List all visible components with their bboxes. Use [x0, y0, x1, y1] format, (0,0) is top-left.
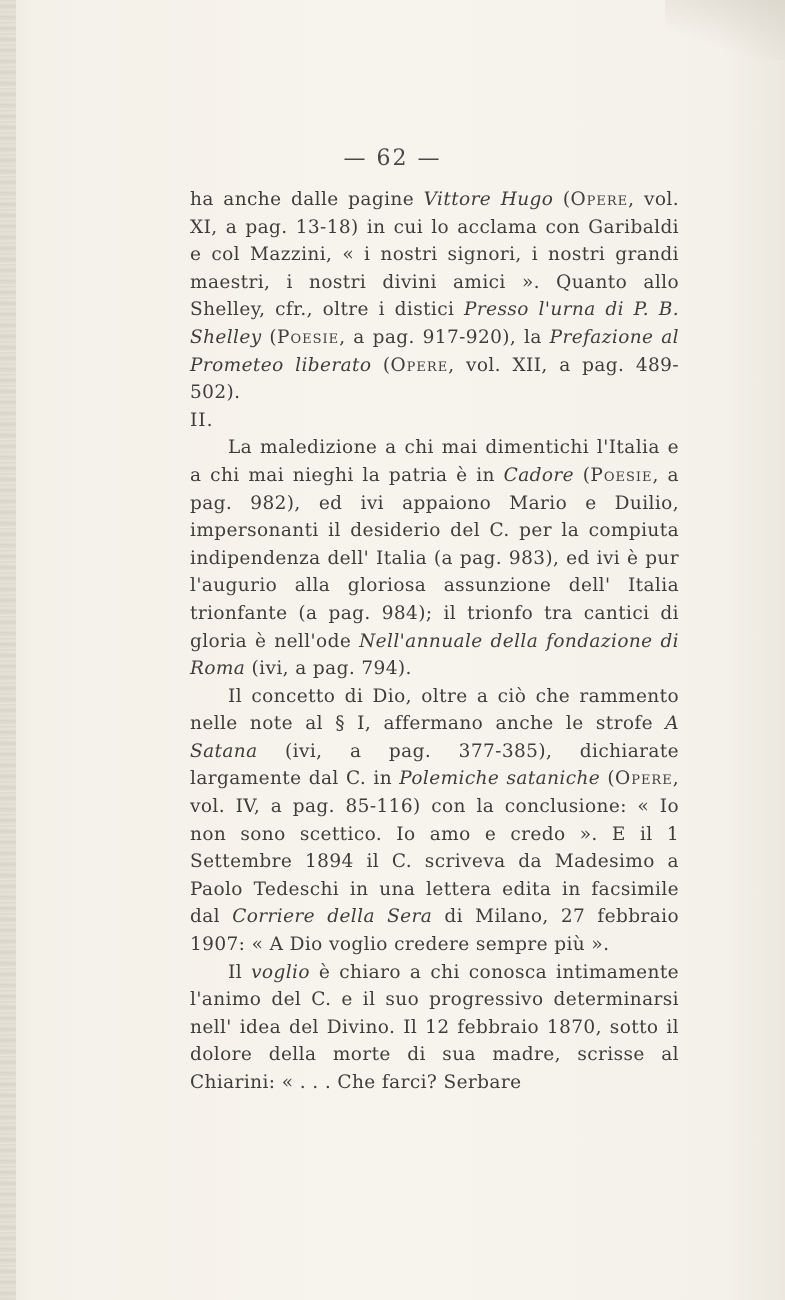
paragraph	[190, 683, 679, 959]
italic-title: Corriere della Sera	[232, 906, 433, 928]
text-run: , a pag. 982), ed ivi appaiono Mario e Duilio, impersonanti il desiderio del C. per la compiuta indipendenza dell' Italia (a pag. 983), ed ivi è pur l'augurio alla gloriosa assunzione dell' Italia trionfante (a pag. 984); il trionfo tra cantici di gloria è nell'ode	[190, 464, 679, 652]
text-run: , vol. IV, a pag. 85-116) con la conclusione: « Io non sono scettico. Io amo e credo ». E il 1 Settembre 1894 il C. scriveva da Madesimo a Paolo Tedeschi in una lettera edita in facsimile dal	[190, 768, 679, 928]
italic-title: Presso l'urna di P. B. Shelley	[190, 299, 679, 348]
italic-title: Polemiche sataniche	[399, 768, 601, 790]
page-left-edge	[0, 0, 16, 1300]
italic-title: Vittore Hugo	[423, 189, 554, 210]
paragraph-continued	[190, 186, 679, 407]
text-run: , vol. XI, a pag. 13-18) in cui lo acclama con Garibaldi e col Mazzini, « i nostri signori, i nostri grandi maestri, i nostri divini amici ». Quanto allo Shelley, cfr., oltre i distici	[190, 189, 679, 321]
text-run: (	[261, 326, 278, 348]
text-run: Il concetto di Dio, oltre a ciò che rammento nelle note al § I, affermano anche le strofe	[190, 685, 679, 735]
text-run: , a pag. 917-920), la	[339, 326, 550, 348]
paragraph	[190, 959, 679, 1097]
smallcaps-title: Opere	[615, 768, 673, 790]
text-run: (	[600, 768, 616, 790]
italic-title: Cadore	[503, 464, 574, 486]
page-corner-shading	[665, 0, 785, 60]
text-run: La maledizione a chi mai dimentichi l'Italia e a chi mai nieghi la patria è in	[190, 437, 679, 486]
text-run: di Milano, 27 febbraio 1907: « A Dio voglio credere sempre più ».	[190, 906, 679, 956]
italic-title: A Satana	[190, 713, 679, 762]
smallcaps-title: Opere	[570, 189, 629, 210]
smallcaps-title: Opere	[390, 354, 449, 376]
text-run: (	[553, 189, 571, 210]
italic-title: Prefazione al Prometeo liberato	[190, 326, 679, 376]
text-run: (	[574, 464, 591, 486]
text-run: (ivi, a pag. 794).	[245, 658, 412, 680]
italic-word: voglio	[251, 961, 310, 983]
italic-title: Nell'annuale della fondazione di Roma	[190, 630, 679, 680]
body-text	[190, 186, 679, 1097]
text-run: , vol. XII, a pag. 489-502).	[190, 354, 679, 404]
text-run: è chiaro a chi conosca intimamente l'animo del C. e il suo progressivo determinarsi nell' idea del Divino. Il 12 febbraio 1870, sotto il dolore della morte di sua madre, scrisse al Chiarini: « . . . Che farci? Serbare	[190, 961, 679, 1093]
page-number: — 62 —	[343, 146, 442, 171]
paragraph	[190, 434, 679, 682]
text-run: (ivi, a pag. 377-385), dichiarate largamente dal C. in	[190, 740, 679, 790]
smallcaps-title: Poesie	[590, 464, 653, 486]
text-run: ha anche dalle pagine	[190, 189, 424, 210]
text-run: Il	[228, 961, 252, 983]
section-heading: II.	[190, 409, 214, 431]
text-run: (	[371, 354, 391, 376]
smallcaps-title: Poesie	[277, 326, 340, 348]
